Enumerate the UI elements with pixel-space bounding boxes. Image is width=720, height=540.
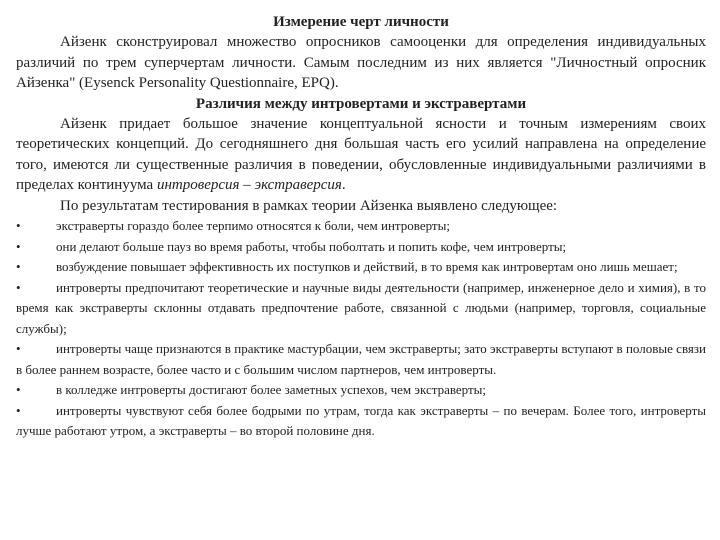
term-introversion: интроверсия (156, 177, 240, 193)
list-item-text: возбуждение повышает эффективность их поступков и действий, в то время как интровертам оно лишь мешает; (56, 259, 678, 274)
concept-paragraph (16, 114, 706, 196)
bullet-icon: • (16, 341, 21, 356)
section-heading: Различия между интровертами и экстравертами (195, 95, 527, 112)
bullet-icon: • (16, 259, 21, 274)
list-item (16, 216, 706, 237)
list-item-text: они делают больше пауз во время работы, чтобы поболтать и попить кофе, чем интроверты; (56, 238, 567, 254)
list-item-text: интроверты чаще признаются в практике мастурбации, чем экстраверты; зато экстраверты вступают в половые связи в более раннем возрасте, более часто и с большим числом партнеров, чем интроверты. (16, 341, 706, 377)
bullet-icon: • (16, 402, 21, 418)
list-item (16, 339, 706, 380)
list-item (16, 257, 706, 278)
bullet-icon: • (16, 238, 21, 254)
page-title: Измерение черт личности (273, 14, 449, 30)
term-dash: – (239, 177, 255, 193)
list-item (16, 237, 706, 258)
document-page (16, 12, 706, 442)
findings-list (16, 216, 706, 442)
bullet-icon: • (16, 218, 21, 233)
list-item (16, 278, 706, 340)
term-extraversion: экстраверсия (254, 177, 342, 193)
list-item (16, 401, 706, 442)
intro-paragraph: Айзенк сконструировал множество опросников самооценки для определения индивидуальных различий по трем суперчертам личности. Самым последним из них является "Личностный опросник Айзенка" (Eysenck Personality Questionnaire, EPQ). (16, 34, 706, 91)
list-item-text: интроверты чувствуют себя более бодрыми по утрам, тогда как экстраверты – по вечерам. Более того, интроверты лучше работают утром, а экстраверты – во второй половине дня. (16, 402, 706, 438)
term-period: . (341, 177, 346, 193)
list-item (16, 380, 706, 401)
bullet-icon: • (16, 382, 21, 397)
concept-paragraph-text: Айзенк придает большое значение концептуальной ясности и точным измерениям своих теоретических концепций. До сегодняшнего дня большая часть его усилий направлена на определение того, имеются ли существенные различия в поведении, обусловленные индивидуальными различиями в пределах континуума (16, 115, 706, 193)
list-item-text: в колледже интроверты достигают более заметных успехов, чем экстраверты; (56, 382, 487, 397)
results-intro: По результатам тестирования в рамках теории Айзенка выявлено следующее: (60, 197, 558, 214)
list-item-text: экстраверты гораздо более терпимо относятся к боли, чем интроверты; (56, 218, 450, 233)
list-item-text: интроверты предпочитают теоретические и научные виды деятельности (например, инженерное дело и химия), в то время как экстраверты склонны отдавать предпочтение работе, связанной с людьми (например, торговля, социальные службы); (16, 279, 706, 336)
bullet-icon: • (16, 279, 21, 295)
